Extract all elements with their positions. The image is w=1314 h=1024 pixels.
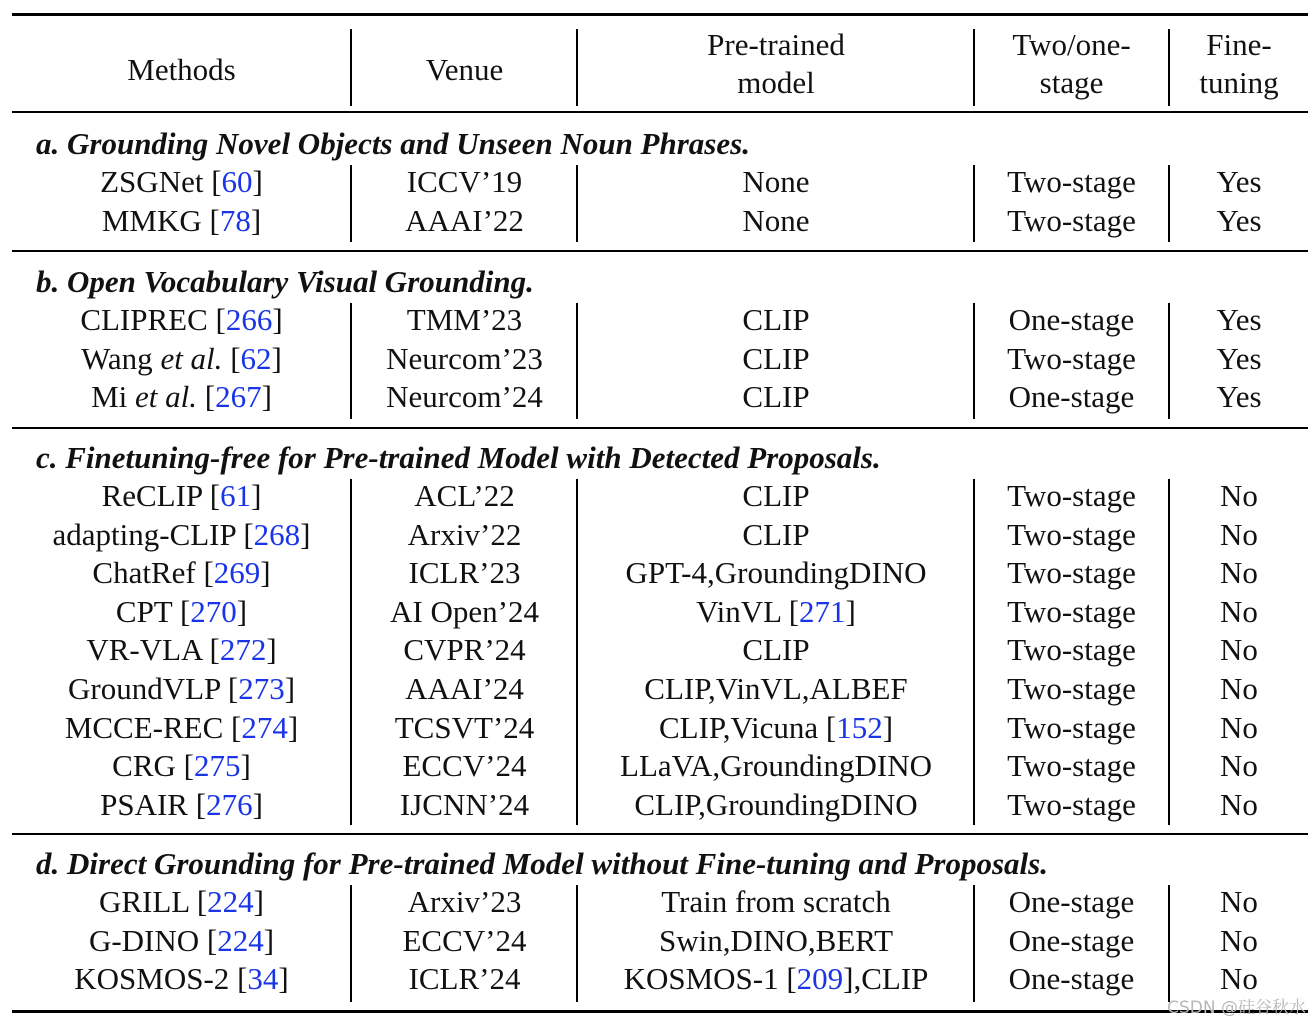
citation-ref: 269 (213, 555, 261, 591)
section-title: a. Grounding Novel Objects and Unseen Noun Phrases. (36, 126, 750, 161)
pretrained-model-cell (578, 516, 974, 554)
model-name: CLIP (742, 379, 810, 415)
method-name: MMKG (101, 202, 202, 238)
model-suffix: ,CLIP (853, 961, 929, 997)
method-name: Mi (91, 379, 128, 415)
method-etal: et al. (135, 379, 198, 415)
citation-ref: 78 (219, 202, 251, 238)
finetuning-cell: No (1220, 748, 1258, 784)
finetuning-cell: No (1220, 709, 1258, 745)
stage-cell: Two-stage (1007, 593, 1136, 629)
venue-cell: Neurcom’24 (386, 379, 543, 415)
header-stage: Two/one- stage (1012, 27, 1131, 100)
stage-cell: One-stage (1008, 302, 1135, 337)
citation-ref: 60 (221, 164, 253, 199)
header-methods: Methods (127, 52, 236, 87)
pretrained-model-cell: VinVL [271] (696, 593, 856, 629)
pretrained-model-cell: KOSMOS-1 [209],CLIP (623, 961, 929, 997)
citation-ref: 61 (220, 478, 252, 513)
stage-cell: Two-stage (1007, 555, 1136, 591)
venue-cell: IJCNN’24 (399, 786, 530, 822)
stage-cell: Two-stage (1007, 164, 1136, 199)
finetuning-cell: No (1220, 884, 1258, 919)
venue-cell: Neurcom’23 (386, 340, 543, 376)
method-name: ChatRef (92, 555, 196, 591)
venue-cell: CVPR’24 (403, 632, 526, 668)
citation-ref: 209 (796, 961, 844, 997)
model-name: None (742, 202, 810, 238)
model-name: CLIP (742, 632, 810, 668)
finetuning-cell: No (1220, 786, 1258, 822)
stage-cell: One-stage (1008, 961, 1135, 997)
column-divider (1168, 885, 1170, 1002)
table-top-rule (12, 13, 1308, 16)
section-separator-rule (12, 427, 1308, 429)
method-name: MCCE-REC (64, 709, 224, 745)
finetuning-cell: No (1220, 555, 1258, 591)
method-cell: VR-VLA [272] (86, 632, 277, 668)
venue-cell: ACL’22 (414, 478, 515, 513)
venue-cell: AI Open’24 (390, 593, 539, 629)
pretrained-model-cell (578, 554, 974, 592)
method-name: CPT (115, 593, 173, 629)
pretrained-model-cell (578, 670, 974, 708)
column-divider (350, 165, 352, 242)
header-venue: Venue (425, 52, 504, 87)
watermark: CSDN @硅谷秋水 (1167, 998, 1306, 1018)
citation-ref: 276 (206, 786, 253, 822)
citation-ref: 275 (194, 748, 241, 784)
method-name: adapting-CLIP (52, 516, 236, 552)
method-cell: PSAIR [276] (100, 786, 263, 822)
column-divider (973, 303, 975, 419)
model-name: Train from scratch (661, 884, 891, 919)
model-name: CLIP (742, 302, 810, 337)
model-name: VinVL (696, 593, 781, 629)
pretrained-model-cell: CLIP,Vicuna [152] (658, 709, 894, 745)
table-header-rule (12, 111, 1308, 113)
stage-cell: Two-stage (1007, 632, 1136, 668)
column-divider (1168, 479, 1170, 825)
citation-ref: 272 (219, 632, 267, 668)
stage-cell: Two-stage (1007, 340, 1136, 376)
citation-ref: 34 (247, 961, 279, 997)
pretrained-model-cell (578, 883, 974, 921)
citation-ref: 62 (240, 340, 272, 376)
finetuning-cell: No (1220, 671, 1258, 706)
finetuning-cell: Yes (1216, 302, 1262, 337)
column-divider (576, 303, 578, 419)
pretrained-model-cell (578, 477, 974, 515)
model-name: CLIP (742, 478, 810, 513)
stage-cell: One-stage (1008, 922, 1135, 958)
method-cell: CRG [275] (112, 748, 251, 784)
method-name: PSAIR (100, 786, 188, 822)
venue-cell: TCSVT’24 (394, 709, 535, 745)
model-name: Swin,DINO,BERT (658, 922, 894, 958)
method-name: ReCLIP (101, 478, 203, 513)
citation-ref: 268 (253, 516, 301, 552)
column-divider (973, 479, 975, 825)
venue-cell: ECCV’24 (402, 922, 527, 958)
stage-cell: Two-stage (1007, 709, 1136, 745)
method-name: ZSGNet (100, 164, 204, 199)
venue-cell: ICCV’19 (406, 164, 523, 199)
citation-ref: 273 (238, 671, 285, 706)
stage-cell: Two-stage (1007, 671, 1136, 706)
venue-cell: ECCV’24 (402, 748, 527, 784)
pretrained-model-cell (578, 202, 974, 240)
method-cell: ChatRef [269] (92, 555, 271, 591)
column-divider (350, 479, 352, 825)
venue-cell: Arxiv’23 (407, 884, 522, 919)
method-cell: adapting-CLIP [268] (52, 516, 311, 552)
table-bottom-rule (12, 1010, 1308, 1013)
stage-cell: Two-stage (1007, 478, 1136, 513)
model-name: GPT-4,GroundingDINO (625, 555, 927, 591)
method-cell: MCCE-REC [274] (64, 709, 299, 745)
method-name: G-DINO (88, 922, 200, 958)
finetuning-cell: No (1220, 632, 1258, 668)
method-name: VR-VLA (86, 632, 202, 668)
method-cell: ZSGNet [60] (100, 164, 263, 199)
citation-ref: 224 (207, 884, 254, 919)
method-cell: CLIPREC [266] (80, 302, 283, 337)
column-divider (350, 303, 352, 419)
section-separator-rule (12, 833, 1308, 835)
stage-cell: One-stage (1008, 884, 1135, 919)
model-name: CLIP,GroundingDINO (634, 786, 918, 822)
citation-ref: 266 (225, 302, 273, 337)
column-divider (973, 885, 975, 1002)
model-name: CLIP (742, 516, 810, 552)
stage-cell: One-stage (1008, 379, 1135, 415)
citation-ref: 271 (799, 593, 846, 629)
pretrained-model-cell (578, 378, 974, 416)
method-cell: Mi et al. [267] (91, 379, 272, 415)
citation-ref: 152 (836, 709, 883, 745)
venue-cell: Arxiv’22 (407, 516, 522, 552)
section-title: d. Direct Grounding for Pre-trained Model without Fine-tuning and Proposals. (36, 846, 1048, 881)
venue-cell: ICLR’24 (408, 961, 521, 997)
stage-cell: Two-stage (1007, 516, 1136, 552)
section-separator-rule (12, 250, 1308, 252)
venue-cell: AAAI’24 (405, 671, 524, 706)
method-cell: KOSMOS-2 [34] (74, 961, 289, 997)
venue-cell: AAAI’22 (405, 202, 524, 238)
citation-ref: 267 (215, 379, 262, 415)
finetuning-cell: Yes (1216, 164, 1262, 199)
finetuning-cell: No (1220, 516, 1258, 552)
method-cell: Wang et al. [62] (81, 340, 282, 376)
column-divider (576, 29, 578, 106)
pretrained-model-cell (578, 631, 974, 669)
column-divider (576, 885, 578, 1002)
method-cell: MMKG [78] (101, 202, 262, 238)
finetuning-cell: No (1220, 961, 1258, 997)
column-divider (1168, 29, 1170, 106)
pretrained-model-cell (578, 301, 974, 339)
section-title: c. Finetuning-free for Pre-trained Model with Detected Proposals. (36, 440, 881, 475)
method-cell: GroundVLP [273] (67, 671, 296, 706)
pretrained-model-cell (578, 922, 974, 960)
method-name: GRILL (98, 884, 190, 919)
pretrained-model-cell (578, 340, 974, 378)
section-title: b. Open Vocabulary Visual Grounding. (36, 264, 534, 299)
column-divider (973, 165, 975, 242)
stage-cell: Two-stage (1007, 786, 1136, 822)
method-name: KOSMOS-2 (74, 961, 230, 997)
pretrained-model-cell (578, 163, 974, 201)
stage-cell: Two-stage (1007, 748, 1136, 784)
pretrained-model-cell (578, 786, 974, 824)
model-name: KOSMOS-1 (623, 961, 779, 997)
citation-ref: 274 (241, 709, 288, 745)
model-name: CLIP,VinVL,ALBEF (644, 671, 908, 706)
column-divider (973, 29, 975, 106)
finetuning-cell: Yes (1216, 202, 1262, 238)
model-name: CLIP,Vicuna (658, 709, 819, 745)
finetuning-cell: Yes (1216, 379, 1262, 415)
column-divider (350, 29, 352, 106)
venue-cell: TMM’23 (406, 302, 523, 337)
finetuning-cell: No (1220, 478, 1258, 513)
header-pretrained-model: Pre-trained model (707, 27, 845, 100)
column-divider (576, 165, 578, 242)
column-divider (350, 885, 352, 1002)
method-cell: ReCLIP [61] (101, 478, 262, 513)
citation-ref: 224 (217, 922, 264, 958)
method-name: CRG (112, 748, 176, 784)
column-divider (1168, 303, 1170, 419)
method-cell: GRILL [224] (98, 884, 264, 919)
model-name: LLaVA,GroundingDINO (620, 748, 932, 784)
method-name: GroundVLP (67, 671, 221, 706)
method-etal: et al. (160, 340, 223, 376)
pretrained-model-cell (578, 747, 974, 785)
citation-ref: 270 (190, 593, 237, 629)
model-name: CLIP (742, 340, 810, 376)
column-divider (1168, 165, 1170, 242)
finetuning-cell: No (1220, 922, 1258, 958)
finetuning-cell: Yes (1216, 340, 1262, 376)
stage-cell: Two-stage (1007, 202, 1136, 238)
method-name: Wang (81, 340, 153, 376)
finetuning-cell: No (1220, 593, 1258, 629)
column-divider (576, 479, 578, 825)
method-cell: G-DINO [224] (88, 922, 275, 958)
venue-cell: ICLR’23 (408, 555, 521, 591)
model-name: None (742, 164, 810, 199)
method-cell: CPT [270] (115, 593, 248, 629)
header-finetuning: Fine- tuning (1199, 27, 1279, 100)
method-name: CLIPREC (80, 302, 208, 337)
